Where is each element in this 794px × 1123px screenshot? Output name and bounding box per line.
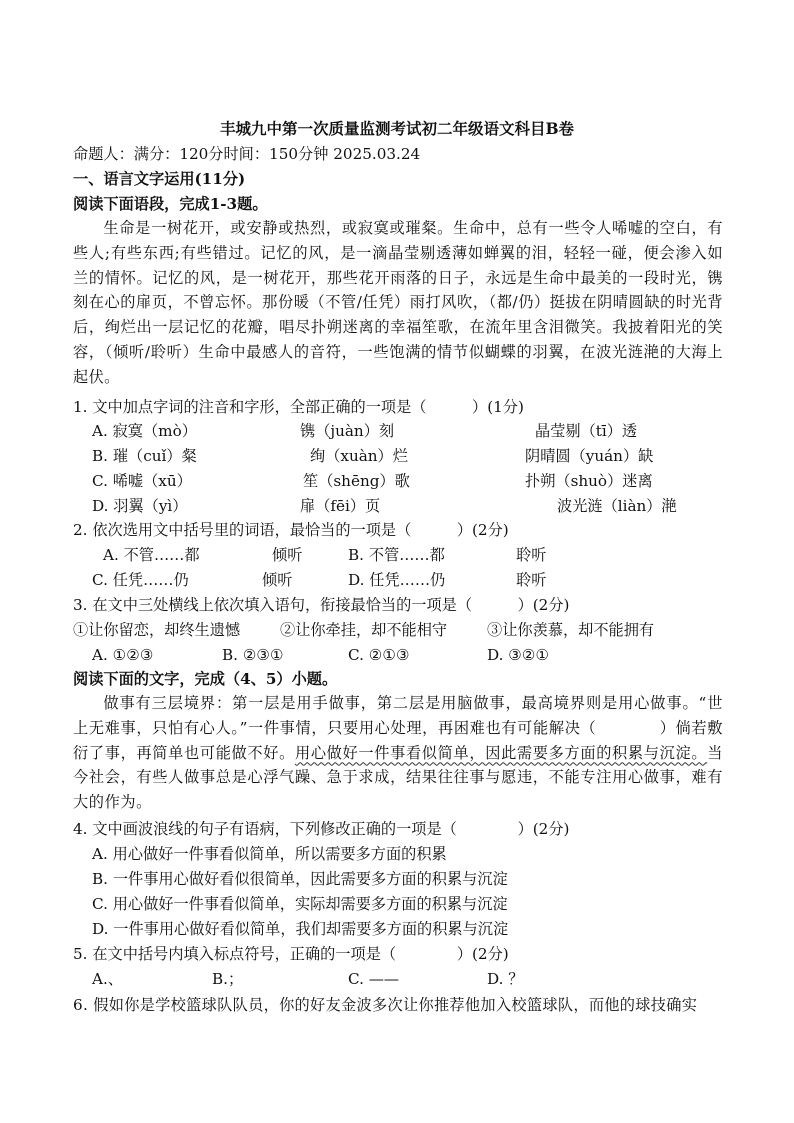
q4-option-d: D. 一件事用心做好看似简单，我们却需要多方面的积累与沉淀 bbox=[92, 920, 509, 938]
q2-option-b: B. 不管……都 bbox=[348, 546, 445, 564]
question-5-stem: 5. 在文中括号内填入标点符号，正确的一项是（ ）(2分) bbox=[73, 945, 509, 963]
q3-sentence-3: ③让你羡慕，却不能拥有 bbox=[487, 621, 655, 639]
reading-instruction-1: 阅读下面语段，完成1-3题。 bbox=[73, 195, 268, 213]
exam-meta: 命题人：满分：120分时间：150分钟 2025.03.24 bbox=[73, 145, 421, 163]
q1-option-d-3: 波光涟（liàn）滟 bbox=[557, 497, 677, 515]
q2-option-d: D. 任凭……仍 bbox=[348, 571, 446, 589]
passage-2-part-3: 当今社会，有些人做事总是心浮气躁、急于求成，结果往往事与愿违，不能专注用心做事，难有大的作为。 bbox=[73, 743, 723, 812]
q1-option-d-2: 扉（fēi）页 bbox=[300, 497, 381, 515]
q3-option-b: B. ②③① bbox=[222, 646, 284, 664]
q1-option-b-1: B. 璀（cuǐ）粲 bbox=[92, 447, 197, 465]
q1-option-c-2: 笙（shēng）歌 bbox=[303, 472, 410, 490]
q1-option-a-3: 晶莹剔（tī）透 bbox=[535, 422, 638, 440]
q1-option-d-1: D. 羽翼（yì） bbox=[92, 497, 188, 515]
q4-option-c: C. 用心做好一件事看似简单，实际却需要多方面的积累与沉淀 bbox=[92, 895, 508, 913]
q5-option-b: B.； bbox=[212, 970, 244, 988]
q4-option-a: A. 用心做好一件事看似简单，所以需要多方面的积累 bbox=[92, 845, 447, 863]
q5-option-d: D. ？ bbox=[487, 970, 524, 988]
q5-option-a: A.、 bbox=[92, 970, 123, 988]
question-1-stem: 1. 文中加点字词的注音和字形，全部正确的一项是（ ）(1分) bbox=[73, 398, 524, 416]
q5-option-c: C. —— bbox=[348, 970, 400, 988]
q4-option-b: B. 一件事用心做好看似很简单，因此需要多方面的积累与沉淀 bbox=[92, 870, 508, 888]
q1-option-b-2: 绚（xuàn）烂 bbox=[310, 447, 408, 465]
reading-instruction-2: 阅读下面的文字，完成（4、5）小题。 bbox=[73, 670, 338, 688]
reading-passage-2 bbox=[73, 691, 723, 815]
question-3-stem: 3. 在文中三处横线上依次填入语句，衔接最恰当的一项是（ ）(2分) bbox=[73, 596, 570, 614]
question-6-stem: 6. 假如你是学校篮球队队员，你的好友金波多次让你推荐他加入校篮球队，而他的球技确实 bbox=[73, 996, 698, 1014]
q3-option-c: C. ②①③ bbox=[348, 646, 410, 664]
question-4-stem: 4. 文中画波浪线的句子有语病，下列修改正确的一项是（ ）(2分) bbox=[73, 820, 570, 838]
q2-option-c-word: 倾听 bbox=[262, 571, 293, 589]
q3-sentence-1: ①让你留恋，却终生遗憾 bbox=[73, 621, 241, 639]
q3-sentence-2: ②让你牵挂，却不能相守 bbox=[280, 621, 448, 639]
question-2-stem: 2. 依次选用文中括号里的词语，最恰当的一项是（ ）(2分) bbox=[73, 521, 509, 539]
q1-option-a-2: 镌（juàn）刻 bbox=[300, 422, 395, 440]
passage-2-part-1: 做事有三层境界：第一层是用手做事，第二层是用脑做事，最高境界则是用心做事。“世上无难事，只怕有心人。”一件事情，只要用心处理，再困难也有可能解决（ ）倘若敷衍了事，再简单也可能做不好。 bbox=[73, 694, 723, 762]
page-title: 丰城九中第一次质量监测考试初二年级语文科目B卷 bbox=[219, 119, 575, 138]
q2-option-d-word: 聆听 bbox=[516, 571, 547, 589]
q1-option-c-1: C. 唏嘘（xū） bbox=[92, 472, 192, 490]
q1-option-c-3: 扑朔（shuò）迷离 bbox=[525, 472, 653, 490]
section-heading: 一、语言文字运用(11分) bbox=[73, 170, 246, 188]
q3-option-a: A. ①②③ bbox=[92, 646, 154, 664]
q2-option-a-word: 倾听 bbox=[272, 546, 303, 564]
wavy-underlined-sentence: 用心做好一件事看似简单，因此需要多方面的积累与沉淀。 bbox=[294, 743, 708, 762]
q2-option-b-word: 聆听 bbox=[516, 546, 547, 564]
q2-option-a: A. 不管……都 bbox=[103, 546, 200, 564]
reading-passage-1: 生命是一树花开，或安静或热烈，或寂寞或璀粲。生命中，总有一些令人唏嘘的空白，有些人;有些东西;有些错过。记忆的风，是一滴晶莹剔透薄如蝉翼的泪，轻轻一碰，便会渗入如兰的情怀。记忆的风，是一树花开，那些花开雨落的日子，永远是生命中最美的一段时光，镌刻在心的扉页，不曾忘怀。那份暖（不管/任凭）雨打风吹，（都/仍）挺拔在阴晴圆缺的时光背后，绚烂出一层记忆的花瓣，唱尽扑朔迷离的幸福笙歌，在流年里含泪微笑。我披着阳光的笑容，（倾听/聆听）生命中最感人的音符，一些饱满的情节似蝴蝶的羽翼，在波光涟滟的大海上起伏。 bbox=[73, 219, 723, 386]
q1-option-a-1: A. 寂寞（mò） bbox=[92, 422, 197, 440]
q1-option-b-3: 阴晴圆（yuán）缺 bbox=[525, 447, 654, 465]
q2-option-c: C. 任凭……仍 bbox=[92, 571, 189, 589]
q3-option-d: D. ③②① bbox=[487, 646, 550, 664]
